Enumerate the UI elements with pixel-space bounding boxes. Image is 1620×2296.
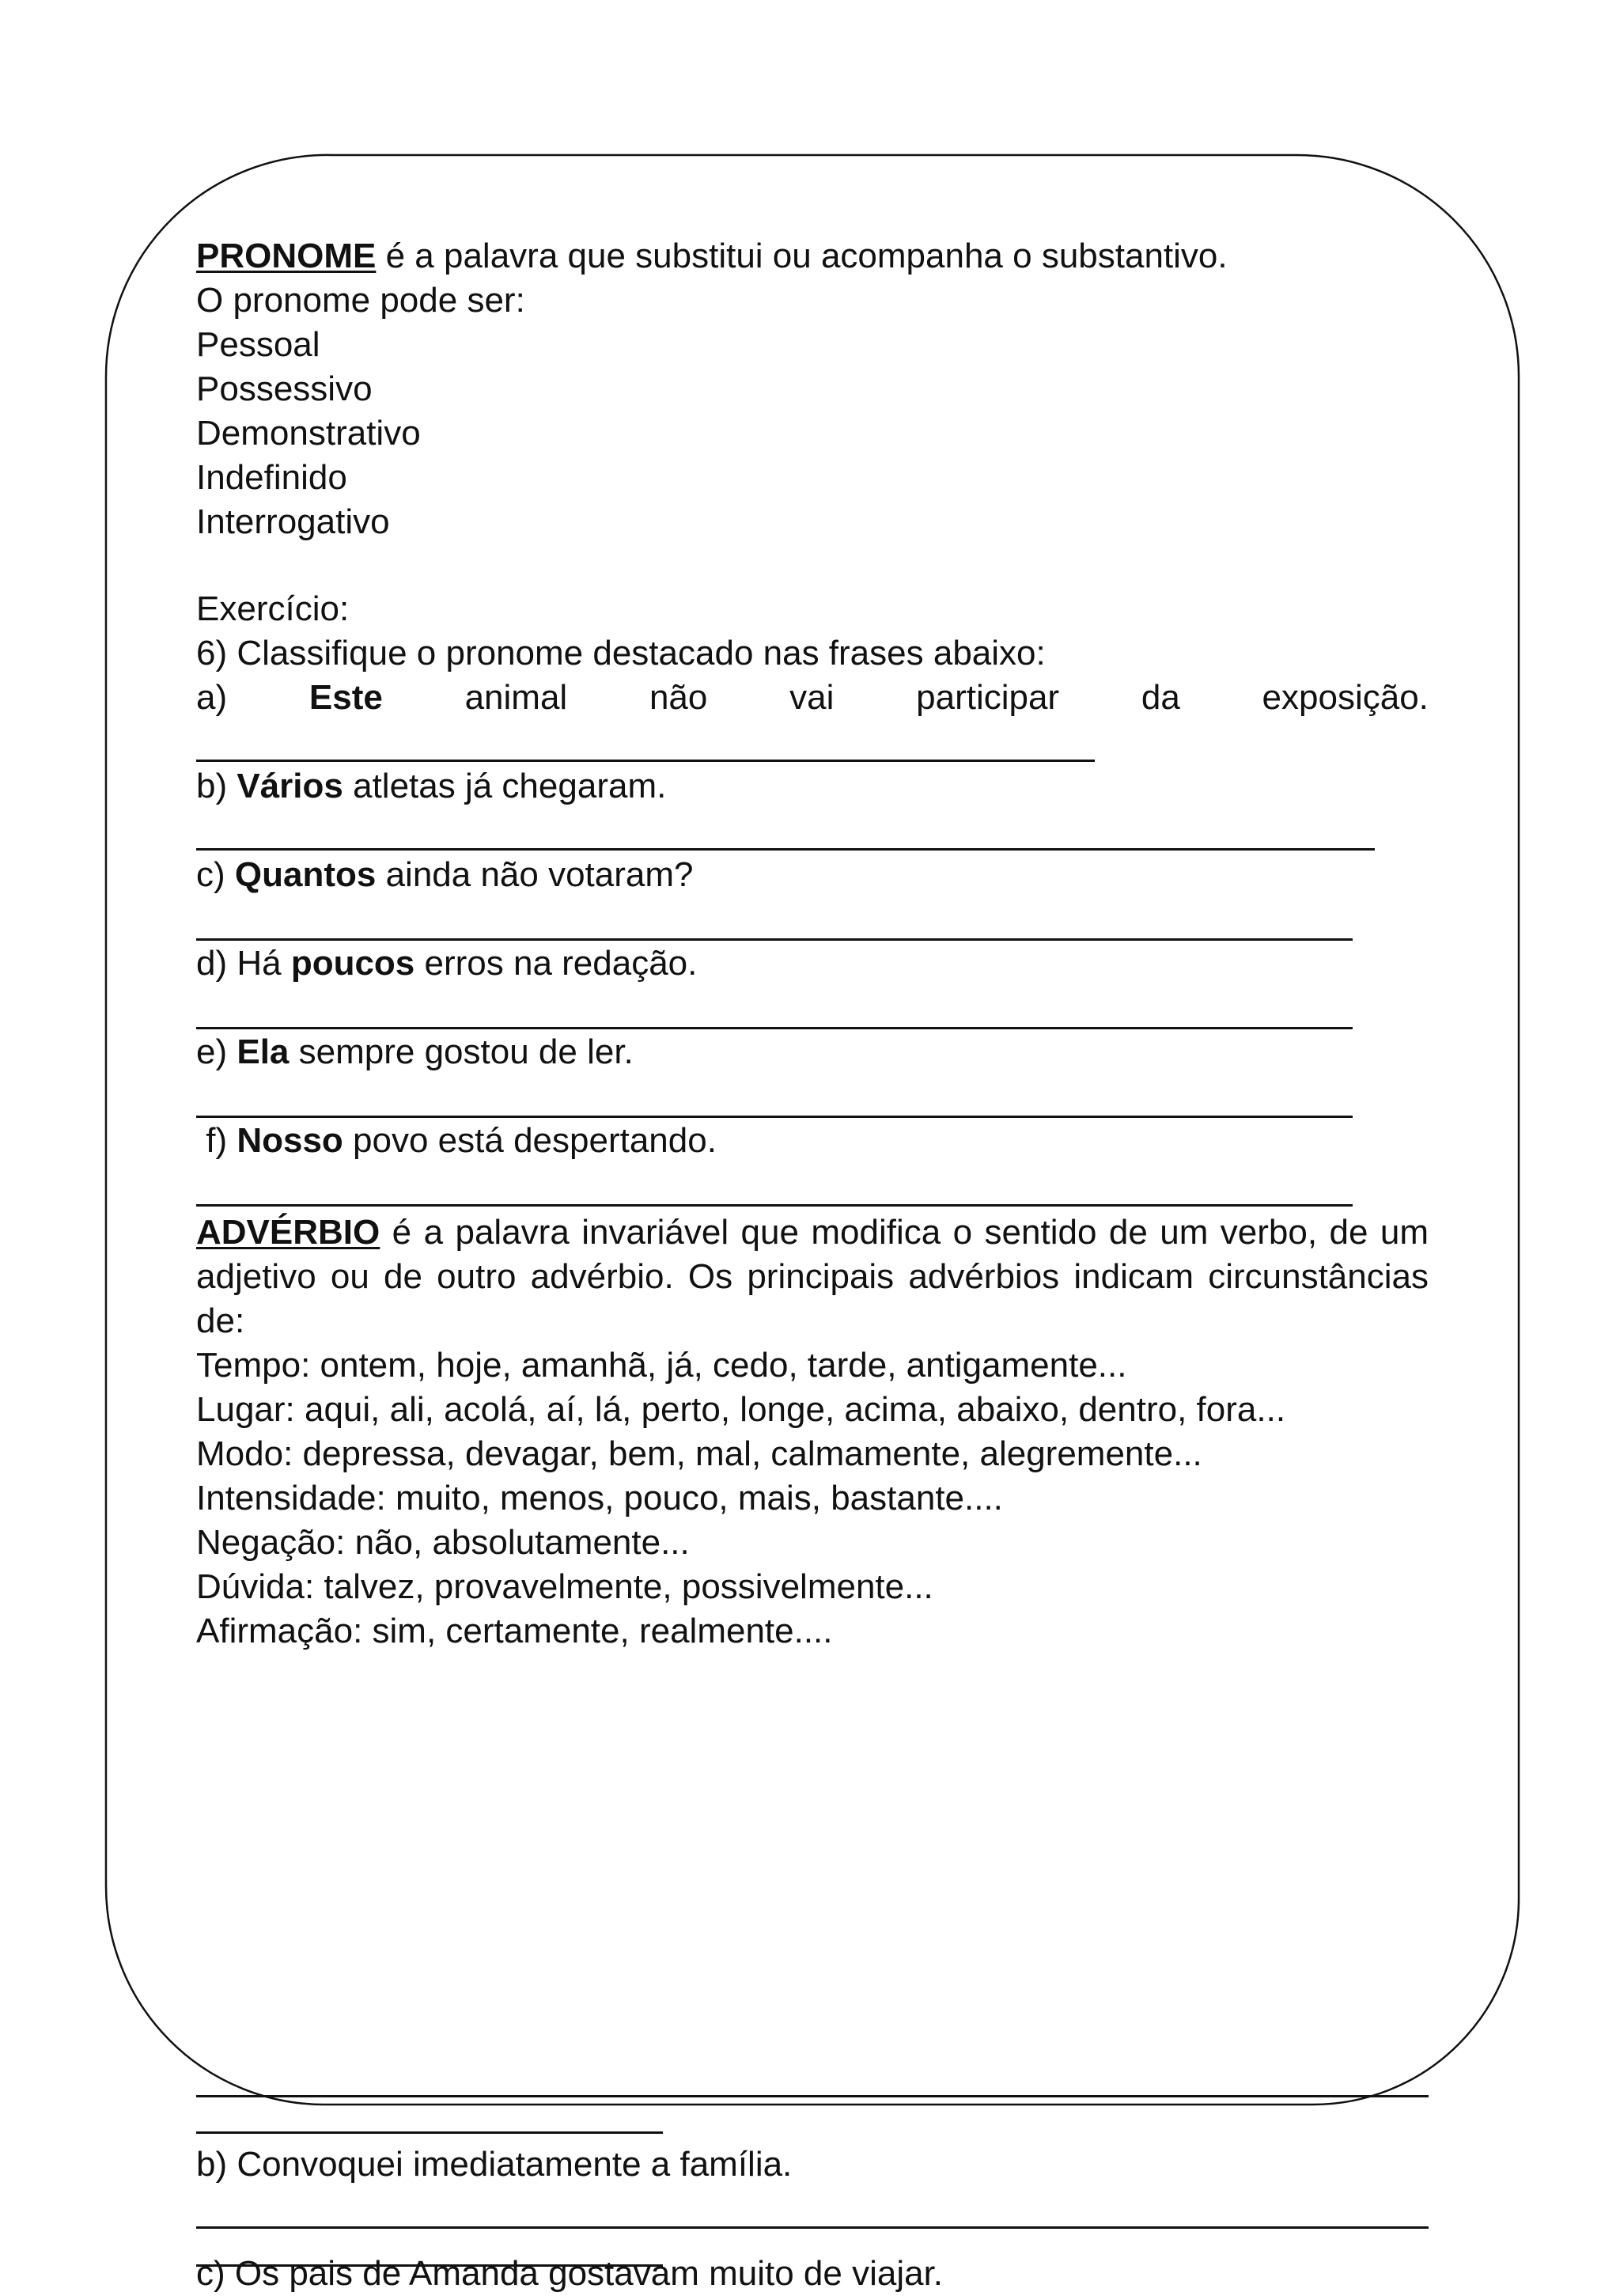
exercise-item-a [196, 676, 1429, 720]
adverbio-line: Modo: depressa, devagar, bem, mal, calmamente, alegremente... [196, 1434, 1202, 1473]
answer-line[interactable] [196, 2095, 1429, 2097]
item-f-highlighted-pronoun: Nosso [237, 1121, 343, 1160]
item-a-word: vai [789, 678, 835, 717]
item-d-highlighted-pronoun: poucos [290, 944, 415, 983]
exercise-item-b [196, 764, 666, 809]
item-b-prefix: b) [196, 767, 237, 805]
pronome-type: Demonstrativo [196, 414, 421, 453]
adverbio-line: Tempo: ontem, hoje, amanhã, já, cedo, tarde, antigamente... [196, 1346, 1127, 1385]
pronome-type: Possessivo [196, 369, 373, 408]
item-e-highlighted-pronoun: Ela [237, 1032, 290, 1071]
item-a-word: exposição. [1262, 678, 1429, 717]
pronome-type: Interrogativo [196, 502, 390, 541]
answer-line-c[interactable] [196, 938, 1353, 941]
item-b-highlighted-pronoun: Vários [237, 767, 343, 805]
item-a-word: da [1141, 678, 1180, 717]
bottom-item-b: b) Convoquei imediatamente a família. [196, 2145, 793, 2184]
exercise-item-e [196, 1030, 634, 1074]
adverbio-line: Intensidade: muito, menos, pouco, mais, bastante.... [196, 1479, 1003, 1517]
answer-line-b[interactable] [196, 848, 1375, 851]
answer-line-a[interactable] [196, 760, 1095, 762]
item-c-rest: ainda não votaram? [376, 855, 694, 894]
adverbio-line: Afirmação: sim, certamente, realmente.... [196, 1612, 833, 1650]
item-d-rest: erros na redação. [414, 944, 698, 983]
pronome-type: Pessoal [196, 325, 320, 364]
item-c-highlighted-pronoun: Quantos [234, 855, 377, 894]
item-a-word: a) [196, 678, 228, 717]
pronome-intro: O pronome pode ser: [196, 281, 525, 320]
item-a-word: participar [916, 678, 1060, 717]
adverbio-definition-text: é a palavra invariável que modifica o sentido de um verbo, de um adjetivo ou de outro advérbio. Os principais advérbios indicam circunstâncias de: [196, 1213, 1429, 1340]
exercise-heading: Exercício: [196, 589, 350, 628]
answer-line-d[interactable] [196, 1027, 1353, 1029]
item-e-rest: sempre gostou de ler. [289, 1032, 634, 1071]
item-f-rest: povo está despertando. [343, 1121, 717, 1160]
answer-line-f[interactable] [196, 1204, 1353, 1207]
item-c-prefix: c) [196, 855, 235, 894]
pronome-definition [196, 234, 1228, 278]
item-a-highlighted-pronoun: Este [308, 678, 383, 717]
answer-line[interactable] [196, 2226, 1429, 2229]
item-a-word: não [649, 678, 708, 717]
adverbio-line: Lugar: aqui, ali, acolá, aí, lá, perto, longe, acima, abaixo, dentro, fora... [196, 1390, 1286, 1429]
adverbio-term: ADVÉRBIO [196, 1213, 380, 1252]
bottom-item-c: c) Os pais de Amanda gostavam muito de viajar. [196, 2254, 944, 2293]
item-e-prefix: e) [196, 1032, 237, 1071]
item-a-word: animal [464, 678, 568, 717]
answer-line-e[interactable] [196, 1116, 1353, 1118]
pronome-term: PRONOME [196, 237, 377, 275]
exercise-item-c [196, 853, 694, 897]
item-b-rest: atletas já chegaram. [343, 767, 667, 805]
pronome-definition-text: é a palavra que substitui ou acompanha o substantivo. [376, 237, 1228, 275]
item-d-prefix: d) Há [196, 944, 291, 983]
item-f-prefix: f) [196, 1121, 237, 1160]
adverbio-line: Dúvida: talvez, provavelmente, possivelmente... [196, 1567, 933, 1606]
answer-line[interactable] [196, 2131, 663, 2134]
adverbio-line: Negação: não, absolutamente... [196, 1523, 690, 1562]
adverbio-definition [196, 1211, 1429, 1343]
exercise-question: 6) Classifique o pronome destacado nas frases abaixo: [196, 634, 1046, 673]
exercise-item-d [196, 942, 697, 986]
exercise-item-f [196, 1119, 717, 1163]
pronome-type: Indefinido [196, 458, 347, 497]
